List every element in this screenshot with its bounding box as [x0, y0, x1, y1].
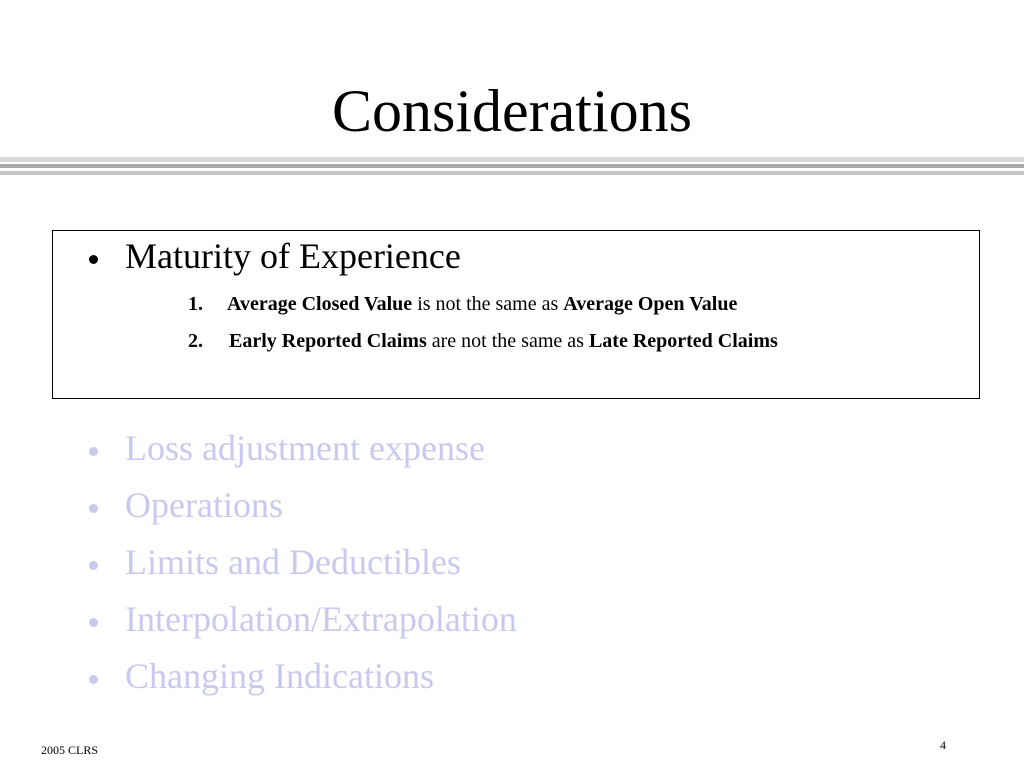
sub-item-bold-term: Early Reported Claims [229, 330, 427, 352]
bullet-dot-icon [89, 447, 98, 456]
bullet-dot-icon [89, 675, 98, 684]
sub-item-bold-term: Late Reported Claims [588, 330, 778, 352]
bullet-dot-icon [89, 504, 98, 513]
bullet-label: Operations [125, 485, 283, 525]
title-divider-line [0, 157, 1024, 162]
page-number: 4 [940, 738, 946, 752]
sub-item-number: 2. [188, 330, 203, 352]
bullet-label: Limits and Deductibles [125, 542, 461, 582]
slide-title: Considerations [332, 78, 692, 144]
sub-item-text [229, 328, 778, 354]
bullet-dot-icon [89, 255, 98, 264]
footer-label: 2005 CLRS [41, 743, 99, 757]
title-divider-line [0, 164, 1024, 168]
bullet-label: Interpolation/Extrapolation [125, 599, 517, 639]
title-divider-line [0, 171, 1024, 175]
bullet-label: Changing Indications [125, 656, 434, 696]
bullet-dot-icon [89, 561, 98, 570]
sub-item-number: 1. [188, 293, 203, 315]
sub-item-connector: are not the same as [426, 330, 589, 352]
bullet-dot-icon [89, 618, 98, 627]
sub-item-text [227, 291, 737, 317]
sub-item-connector: is not the same as [412, 293, 564, 315]
sub-item-bold-term: Average Open Value [563, 293, 738, 315]
bullet-label: Maturity of Experience [125, 236, 461, 276]
bullet-label: Loss adjustment expense [125, 428, 485, 468]
sub-item-bold-term: Average Closed Value [227, 293, 413, 315]
